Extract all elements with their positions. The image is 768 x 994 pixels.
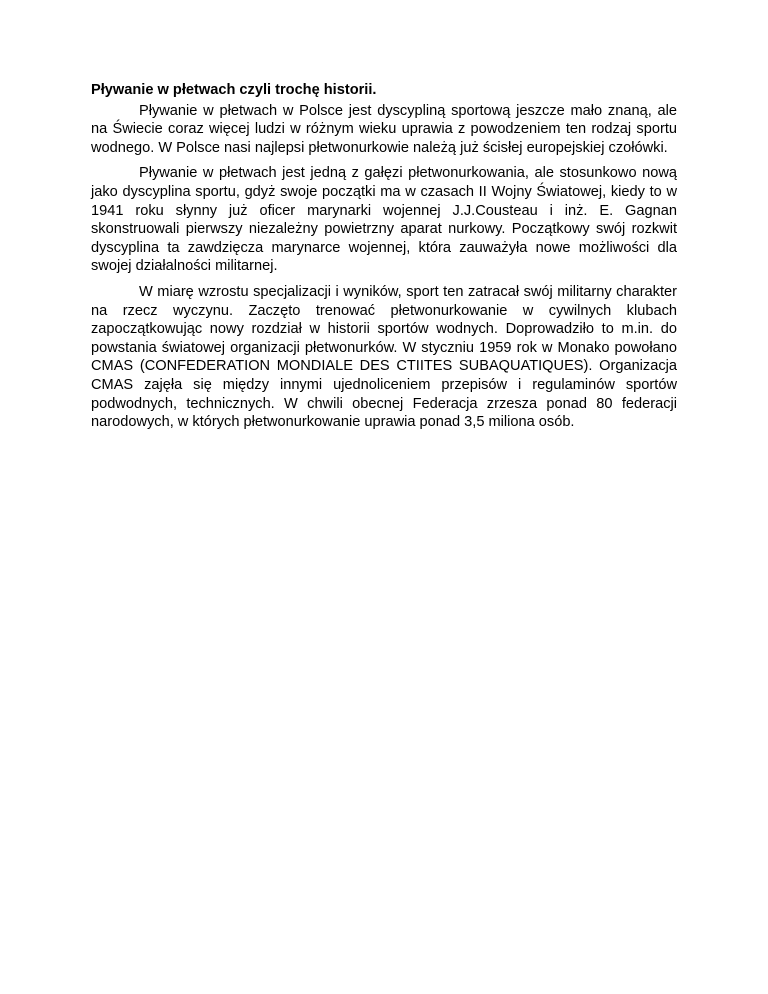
document-page [91, 81, 677, 439]
paragraph-1: Pływanie w płetwach w Polsce jest dyscypliną sportową jeszcze mało znaną, ale na Świecie coraz więcej ludzi w różnym wieku uprawia z powodzeniem ten rodzaj sportu wodnego. W Polsce nasi najlepsi płetwonurkowie należą już ścisłej europejskiej czołówki. [91, 102, 677, 156]
paragraph-3: W miarę wzrostu specjalizacji i wyników, sport ten zatracał swój militarny charakter na rzecz wyczynu. Zaczęto trenować płetwonurkowanie w cywilnych klubach zapoczątkowując nowy rozdział w historii sportów wodnych. Doprowadziło to m.in. do powstania światowej organizacji płetwonurków. W styczniu 1959 rok w Monako powołano CMAS (CONFEDERATION MONDIALE DES CTIITES SUBAQUATIQUES). Organizacja CMAS zajęła się między innymi ujednoliceniem przepisów i regulaminów sportów podwodnych, technicznych. W chwili obecnej Federacja zrzesza ponad 80 federacji narodowych, w których płetwonurkowanie uprawia ponad 3,5 miliona osób. [91, 283, 677, 431]
paragraph-2: Pływanie w płetwach jest jedną z gałęzi płetwonurkowania, ale stosunkowo nową jako dyscyplina sportu, gdyż swoje początki ma w czasach II Wojny Światowej, kiedy to w 1941 roku słynny już oficer marynarki wojennej J.J.Cousteau i inż. E. Gagnan skonstruowali pierwszy niezależny powietrzny aparat nurkowy. Początkowy swój rozkwit dyscyplina ta zawdzięcza marynarce wojennej, która zauważyła nowe możliwości dla swojej działalności militarnej. [91, 165, 677, 275]
document-title: Pływanie w płetwach czyli trochę historii. [91, 82, 377, 98]
